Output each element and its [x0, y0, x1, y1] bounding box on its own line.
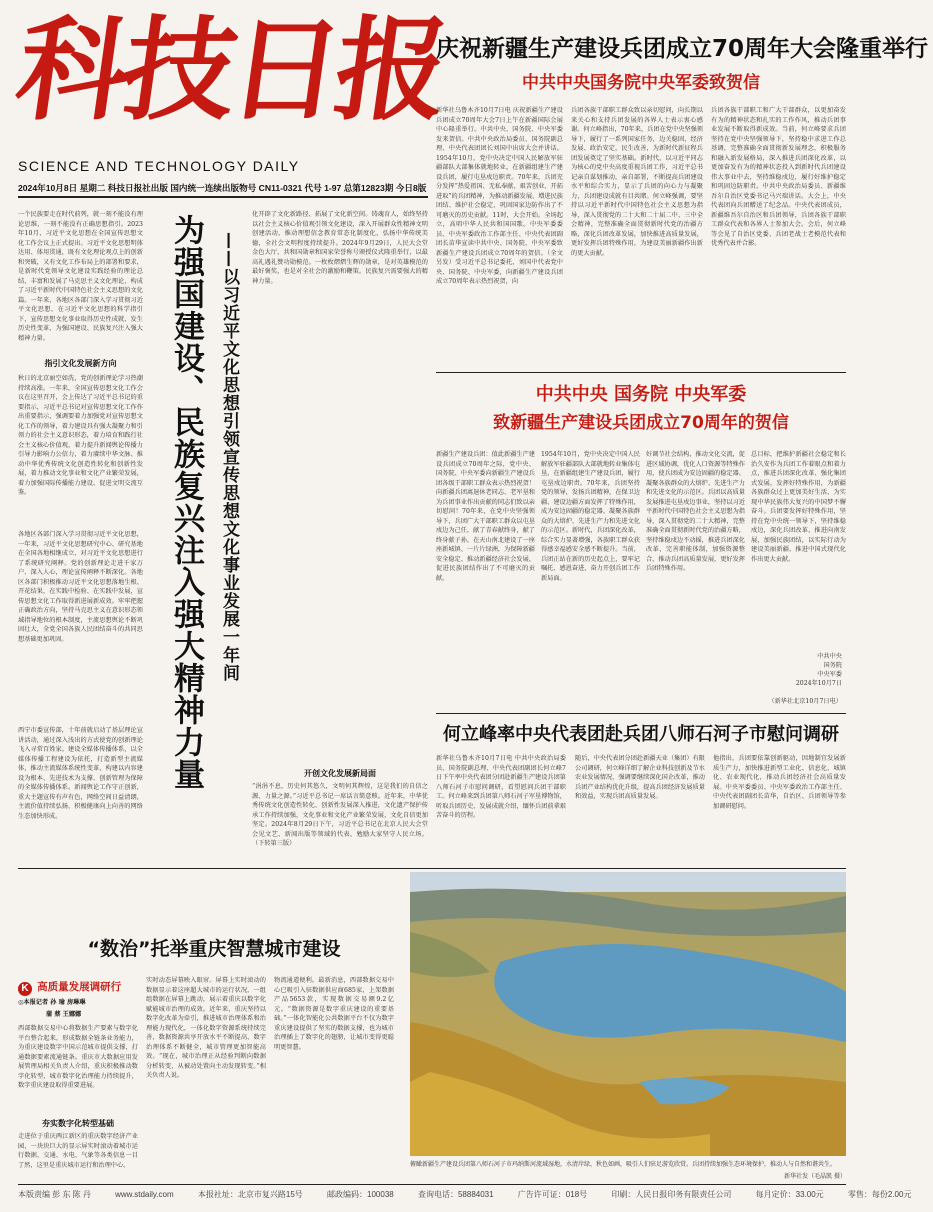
letter-headline-2: 致新疆生产建设兵团成立70周年的贺信	[493, 413, 789, 433]
bottom-col-2: 实时动态屏幕映入眼帘。屏幕上实时滚动的数据显示着这座超大城市的运行状况，一组组数据在屏幕上跳动，展示着重庆以数字化赋能城市治理的成效。近年来，重庆坚持以数字化改革为牵引，推进城市治理体系和治理能力现代化，一体化数字资源系统持续完善，数据资源共享开放水平不断提高，数字治理体系不断健全，城市管理更加智能高效。“现在，城市治理正从经验判断向数据分析转变、从被动处置向主动发现转变。”相关负责人说。	[146, 977, 266, 1079]
feature-col-2: 各地区各部门深入学习贯彻习近平文化思想，一年来，习近平文化思想研究中心、研究基地在全国各地相继成立，对习近平文化思想进行了系统研究阐释。党的创新理论走进千家万户、深入人心，理论宣传阐释不断深化。各地区各部门积极推动习近平文化思想落地生根、开花结果，在实践中检验、在实践中发展，宣传思想文化工作取得新进展新成效。牢牢把握正确政治方向，坚持马克思主义在意识形态领域指导地位的根本制度，主流思想舆论不断巩固壮大，全党全国各族人民团结奋斗的共同思想基础更加巩固。	[18, 531, 143, 643]
footer-phone: 查询电话：58884031	[417, 1190, 494, 1199]
feature-col-1: 一个民族要走在时代前列，就一刻不能没有理论思维，一刻不能没有正确思想指引。2023年10月，习近平文化思想在全国宣传思想文化工作会议上正式提出。习近平文化思想明体达用、体用贯通，既有文化理论观点上的创新和突破，又有文化工作布局上的部署和要求，是新时代党领导文化建设实践经验的理论总结，丰富和发展了马克思主义文化理论，构成了习近平新时代中国特色社会主义思想的文化篇。一年来，各地区各部门深入学习贯彻习近平文化思想，在习近平文化思想的科学指引下，宣传思想文化事业取得历史性成就、发生历史性变革，为强国建设、民族复兴注入强大精神力量。	[18, 211, 143, 342]
letter-col-2: 1954年10月，党中央决定中国人民解放军驻疆部队大部就地转业集体屯垦，在新疆组建生产建设兵团，履行屯垦戍边职责。70年来，兵团坚持党的领导，发扬兵团精神，在保卫边疆、建设边疆方面发挥了特殊作用，成为安边固疆的稳定器、凝聚各族群众的大熔炉、先进生产力和先进文化的示范区。新时代，兵团深化改革，综合实力显著增强，各族职工群众获得感幸福感安全感不断提升。当前，兵团正站在新的历史起点上，要牢记嘱托、感恩奋进，奋力开创兵团工作新局面。	[541, 451, 640, 582]
feature-section-1: 指引文化发展新方向	[44, 359, 117, 368]
letter-col-3: 好调节社会结构，推动文化交流，促进区域协调，优化人口资源等特殊作用，使兵团成为安边固疆的稳定器、凝聚各族群众的大熔炉、先进生产力和先进文化的示范区。兵团以高质量发展推进屯垦戍边事业，坚持以习近平新时代中国特色社会主义思想为指导，深入贯彻党的二十大精神，完整准确全面贯彻新时代党的治疆方略，坚持维稳戍边不动摇，推进兵团深化改革，完善职能体制，加强资源整合，推动兵团高质量发展，更好发挥兵团特殊作用。	[646, 451, 745, 572]
column-tag-icon: K	[18, 982, 32, 996]
footer-postcode: 邮政编码：100038	[327, 1190, 394, 1199]
footer	[18, 1189, 912, 1211]
masthead-english: SCIENCE AND TECHNOLOGY DAILY	[18, 158, 300, 174]
feature-col-5: “涓涓不息，历史何其悠久，文明何其辉煌，这是我们的自信之源、力量之源。”习近平总书记一席话言简意赅。近年来，中华优秀传统文化创造性转化、创新性发展深入推进，文化遗产保护传承工作持续加强，文化事业和文化产业繁荣发展，文化自信更加坚定。2024年8月29日下午，习近平总书记在北京人民大会堂会见文艺、新闻出版等领域的代表，勉励大家坚守人民立场。（下转第三版）	[252, 783, 428, 847]
masthead-rule	[18, 196, 428, 198]
bottom-col-1: 西部数据交易中心将数据生产要素与数字化平台整合起来，形成数据全链条业务能力，为重庆建设数字中国示范城市提供支撑，打通数据要素流通链条。重庆市大数据应用发展管理局相关负责人介绍，重庆积极推动数字化转型，城市数字化治理能力持续提升，数字重庆建设取得重要进展。	[18, 1025, 138, 1089]
lead-col-1: 新华社乌鲁木齐10月7日电 庆祝新疆生产建设兵团成立70周年大会7日上午在新疆国际会展中心隆重举行。中共中央、国务院、中央军委发来贺信。中共中央政治局委员、国务院副总理、中央代表团团长刘国中出席大会并讲话。1954年10月，党中央决定中国人民解放军驻疆部队大部集体就地转业，在新疆组建生产建设兵团，履行屯垦戍边职责。70年来，兵团充分发挥“热爱祖国、无私奉献、艰苦创业、开拓进取”的兵团精神，为推动新疆发展、增进民族团结、维护社会稳定、巩固国家边防作出了不可磨灭的历史贡献。11时，大会开始。全场起立，高唱中华人民共和国国歌。中央军委委员、中央军委政治工作部主任、中央代表团副团长苗华宣读中共中央、国务院、中央军委致新疆生产建设兵团成立70周年的贺信。（全文另发）受习近平总书记委托，刘国中代表党中央、国务院、中央军委，向新疆生产建设兵团成立70周年表示热烈祝贺，向	[436, 107, 563, 285]
letter-date: 2024年10月7日	[795, 680, 842, 687]
bottom-col-3: 物流通道便利。最新消息，西部数据交易中心已吸引入驻数据供应商685家，上架数据产品5653款，实现数据交易额9.2亿元。“数据资源是数字重庆建设的重要基础。”一体化智能化公共数据平台不仅为数字重庆建设提供了坚实的数据支撑，也为城市治理插上了数字化的翅膀，让城市变得更聪明更智慧。	[274, 977, 394, 1051]
divider	[436, 713, 846, 714]
footer-address: 本报社址：北京市复兴路15号	[197, 1190, 303, 1199]
lead-subheadline: 中共中央国务院中央军委致贺信	[522, 73, 760, 93]
letter-col-1: 新疆生产建设兵团：值此新疆生产建设兵团成立70周年之际，党中央、国务院、中央军委向新疆生产建设兵团各级干部职工群众表示热烈祝贺！向新疆兵团离退休老同志、老军垦和为兵团事业作出贡献的同志们致以亲切慰问！70年来，在党中央坚强领导下，兵团广大干部职工群众以屯垦戍边为己任，献了青春献终身，献了终身献子孙，在天山南北建设了一座座新城镇、一片片绿洲，为保障新疆安全稳定、推动新疆经济社会发展、促进民族团结作出了不可磨灭的贡献。	[436, 451, 535, 582]
footer-retail-price: 零售：每份2.00元	[847, 1190, 912, 1199]
letter-col-4: 总目标，把维护新疆社会稳定和长治久安作为兵团工作着眼点和着力点，推进兵团深化改革、强化集团式发展，发挥好特殊作用，为新疆各族群众过上更加美好生活、为实现中华民族伟大复兴的中国梦不懈奋斗。兵团要发挥好特殊作用，坚持在党中央统一领导下，坚持维稳戍边，深化兵团改革，推进向南发展，加强民族团结，以实际行动为建设美丽新疆、推进中国式现代化作出更大贡献。	[751, 451, 846, 563]
lead-col-3: 兵团各族干部职工和广大干部群众，以更加奋发有为的精神状态和扎实的工作作风，推动兵团事业发展不断取得新成效。当前，何立峰要求兵团坚持在党中央坚强领导下，坚持稳中求进工作总基调，完整准确全面贯彻新发展理念，积极服务和融入新发展格局，深入推进兵团深化改革，以更加奋发有为的精神状态投入到新时代兵团建设伟大事业中去，坚持维稳戍边，履行好维护稳定和巩固边防职责。中共中央政治局委员、新疆维吾尔自治区党委书记马兴瑞讲话。大会上，中央代表团向兵团赠送了纪念品。中央代表团成员，新疆维吾尔自治区和兵团领导，兵团各族干部职工群众代表和各界人士参加大会。会后，何立峰等会见了自治区党委、兵团老战士老模范代表和优秀代表并合影。	[711, 107, 846, 247]
letter-signature-2: 国务院	[823, 662, 842, 669]
bottom-section-1: 夯实数字化转型基础	[42, 1119, 114, 1128]
feature-vertical-title: 为强国建设、民族复兴注入强大精神力量	[168, 214, 204, 790]
letter-signature-1: 中共中央	[817, 653, 842, 660]
feature-col-3: 西宁市委宣传部，十年前就启动了基层理论宣讲活动，通过深入浅出的方式使党的创新理论飞入寻常百姓家。建设全媒体传播体系，以全媒体传播工程建设为依托，打造新型主流媒体，推动主流媒体系统性变革，构建以内容建设为根本、先进技术为支撑、创新管理为保障的全媒体传播体系。新闻舆论工作守正创新，重大主题宣传有声有色，网络空间日益清朗，主流价值持续弘扬，积极健康向上向善的网络生态加快形成。	[18, 727, 143, 820]
divider	[18, 868, 846, 869]
footer-editors: 本版责编 彭 东 陈 丹	[18, 1190, 91, 1199]
issue-line: 2024年10月8日 星期二 科技日报社出版 国内统一连续出版物号 CN11-0321 代号 1-97 总第12823期 今日8版	[18, 183, 427, 193]
second-col-3: 他指出，兵团要依靠创新驱动，因地制宜发展新质生产力，加快推进新型工业化、信息化、城镇化、农业现代化，推动兵团经济社会高质量发展。中央军委委员、中央军委政治工作部主任、中央代表团副团长苗华，自治区、兵团领导等参加调研慰问。	[713, 755, 846, 810]
second-col-2: 随后，中央代表团分团赴新疆天业（集团）有限公司调研，何立峰详细了解企业科技创新及节水农业发展情况，强调要继续深化国企改革，推动兵团产业结构优化升级，提高兵团经济发展质量和效益，实现兵团高质量发展。	[575, 755, 705, 800]
byline-1: ◎本报记者 孙 瑜 房琳琳	[18, 999, 86, 1006]
photo-caption: 俯瞰新疆生产建设兵团第八师石河子市玛纳斯河流域湿地，水清岸绿，秋色如画，吸引人们驻足游览欣赏。兵团持续加强生态环境保护，推动人与自然和谐共生。	[410, 1161, 837, 1168]
feature-col-4: 化开辟了文化新路径、拓展了文化新空间。铸魂育人，始终坚持以社会主义核心价值观引领文化建设，深入开展群众性精神文明创建活动，推动理想信念教育常态化制度化，弘扬中华传统美德，全社会文明程度持续提升。2024年9月29日，人民大会堂金色大厅，共和国勋章和国家荣誉称号颁授仪式隆重举行，以最高礼遇礼赞功勋模范。一枚枚熠熠生辉的勋章，是对英雄模范的最好褒奖，也是对全社会的激励和鞭策。民族复兴需要强大的精神力量。	[252, 211, 428, 285]
footer-rule	[18, 1184, 846, 1185]
footer-license: 广告许可证：018号	[517, 1190, 588, 1199]
bottom-col-1b: 走进位于重庆两江新区的重庆数字经济产业园，一块块巨大的显示屏实时滚动着城市运行数据，交通、水电、气象等各类信息一目了然，这里是重庆城市运行和治理中心。	[18, 1133, 138, 1169]
feature-vertical-subtitle: ——以习近平文化思想引领宣传思想文化事业发展一年间	[219, 232, 239, 682]
feature-section-2: 开创文化发展新局面	[304, 769, 376, 778]
second-col-1: 新华社乌鲁木齐10月7日电 中共中央政治局委员、国务院副总理、中央代表团副团长何立峰7日下午率中央代表团分团赴新疆生产建设兵团第八师石河子市慰问调研，看望慰问兵团干部职工。何立峰来到兵团第八师石河子军垦博物馆，听取兵团历史、发展成就介绍，缅怀兵团前辈艰苦奋斗的历程。	[436, 755, 566, 819]
footer-monthly-price: 每月定价：33.00元	[755, 1190, 824, 1199]
column-tag-label: 高质量发展调研行	[37, 981, 122, 993]
letter-source: （新华社北京10月7日电）	[768, 698, 842, 705]
bottom-headline: “数治”托举重庆智慧城市建设	[87, 938, 341, 960]
divider	[436, 372, 846, 373]
letter-headline-1: 中共中央 国务院 中央军委	[535, 384, 747, 405]
lead-headline: 庆祝新疆生产建设兵团成立70周年大会隆重举行	[436, 36, 929, 62]
wetland-photo-image	[410, 872, 846, 1156]
footer-printer: 印刷：人民日报印务有限责任公司	[611, 1190, 732, 1199]
photo-credit: 新华社发（毛晶凯 摄）	[784, 1173, 846, 1180]
second-headline: 何立峰率中央代表团赴兵团八师石河子市慰问调研	[443, 724, 839, 745]
lead-col-2: 兵团各族干部职工群众致以亲切慰问，向长期以来关心和支持兵团发展的各界人士表示衷心感谢。何立峰指出，70年来，兵团在党中央坚强领导下，履行了一系列国家任务，边关稳固，经济发展、政治安定，民生改善，为新时代新征程兵团发展奠定了坚实基础。新时代，以习近平同志为核心的党中央高度重视兵团工作，习近平总书记亲自谋划推动，亲自部署，不断提高兵团建设水平和综合实力，显示了兵团的向心力与凝聚力，兵团建设成就有目共睹。何立峰强调，要坚持以习近平新时代中国特色社会主义思想为指导，深入贯彻党的二十大和二十届二中、三中全会精神，完整准确全面贯彻新时代党的治疆方略，深化兵团改革发展，加快推进高质量发展，更好发挥兵团特殊作用，为建设美丽新疆作出新的更大贡献。	[571, 107, 703, 257]
wetland-photo	[410, 872, 846, 1156]
feature-col-1b: 秋日的北京丽空如洗，党的创新理论学习热潮持续高涨。一年来，全国宣传思想文化工作会议在这里召开，会上传达了习近平总书记的重要指示，习近平总书记对宣传思想文化工作作出重要指示，强调要着力加强党对宣传思想文化工作的领导，着力建设具有强大凝聚力和引领力的社会主义意识形态，着力培育和践行社会主义核心价值观，着力提升新闻舆论传播力引导力影响力公信力，着力赓续中华文脉、推动中华优秀传统文化创造性转化和创新性发展，着力推动文化事业和文化产业繁荣发展，着力加强国际传播能力建设、促进文明交流互鉴。	[18, 375, 143, 496]
column-tag	[18, 976, 138, 992]
footer-website[interactable]: www.stdaily.com	[115, 1190, 174, 1199]
masthead-title: 科技日报	[8, 5, 452, 136]
letter-signature-3: 中央军委	[817, 671, 842, 678]
byline-2: 蒲 蔡 王娜娜	[46, 1011, 82, 1018]
